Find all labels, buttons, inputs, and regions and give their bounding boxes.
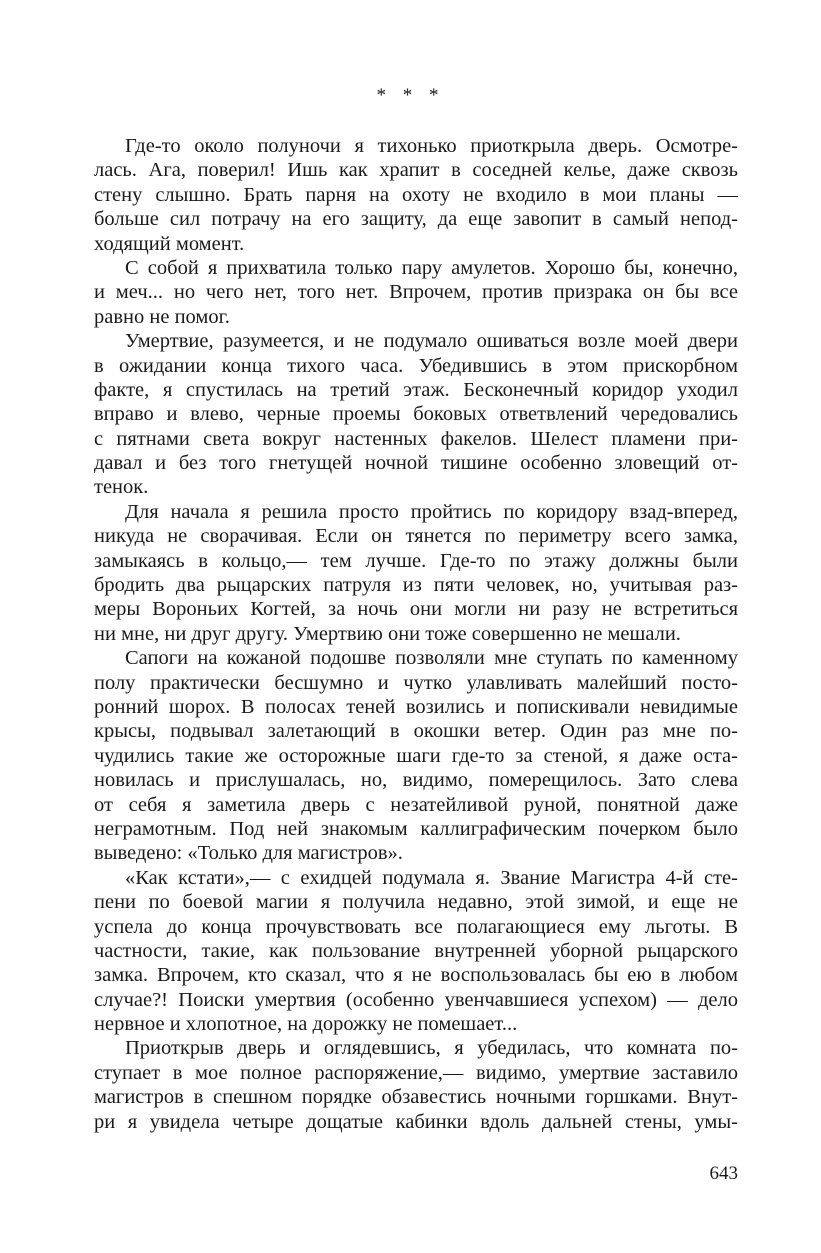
body-text — [94, 134, 738, 1134]
text-line: Приоткрыв дверь и оглядевшись, я убедилась, что комната по- — [125, 1037, 738, 1060]
text-line: Сапоги на кожаной подошве позволяли мне ступать по каменному — [125, 647, 738, 670]
text-line: частности, такие, как пользование внутренней уборной рыцарского — [94, 939, 738, 962]
paragraph — [94, 500, 738, 646]
paragraph — [94, 256, 738, 329]
paragraph — [94, 646, 738, 866]
text-line: с пятнами света вокруг настенных факелов. Шелест пламени при- — [94, 427, 738, 450]
text-line: С собой я прихватила только пару амулетов. Хорошо бы, конечно, — [125, 256, 738, 279]
text-line: стену слышно. Брать парня на охоту не входило в мои планы — — [94, 183, 738, 206]
text-line: чудились такие же осторожные шаги где-то за стеной, я даже оста- — [94, 744, 738, 767]
paragraph — [94, 866, 738, 1037]
text-line: от себя я заметила дверь с незатейливой руной, понятной даже — [94, 793, 738, 816]
text-line: замыкаясь в кольцо,— тем лучше. Где-то по этажу должны были — [94, 549, 738, 572]
text-line: случае?! Поиски умертвия (особенно увенчавшиеся успехом) — дело — [94, 988, 738, 1011]
text-line: Умертвие, разумеется, и не подумало ошиваться возле моей двери — [125, 330, 738, 353]
text-line: ри я увидела четыре дощатые кабинки вдоль дальней стены, умы- — [94, 1110, 738, 1133]
text-line: больше сил потрачу на его защиту, да еще завопит в самый непод- — [94, 208, 738, 231]
text-line: успела до конца прочувствовать все полагающиеся ему льготы. В — [94, 915, 738, 938]
text-line: Для начала я решила просто пройтись по коридору взад-вперед, — [125, 500, 738, 523]
text-line: новилась и прислушалась, но, видимо, померещилось. Зато слева — [94, 769, 738, 792]
text-line: замка. Впрочем, кто сказал, что я не воспользовалась бы ею в любом — [94, 964, 738, 987]
text-line: магистров в спешном порядке обзавестись ночными горшками. Внут- — [94, 1086, 738, 1109]
text-line: ходящий момент. — [94, 232, 245, 255]
text-line: бродить два рыцарских патруля из пяти человек, но, учитывая раз- — [94, 574, 738, 597]
text-line: полу практически бесшумно и чутко улавливать малейший посто- — [94, 671, 738, 694]
text-line: Где-то около полуночи я тихонько приоткрыла дверь. Осмотре- — [125, 135, 738, 157]
text-line: давал и без того гнетущей ночной тишине особенно зловещий от- — [94, 452, 738, 475]
text-line: пени по боевой магии я получила недавно, этой зимой, и еще не — [94, 891, 738, 914]
text-line: крысы, подвывал залетающий в окошки ветер. Один раз мне по- — [94, 720, 738, 743]
paragraph — [94, 1036, 738, 1134]
text-line: выведено: «Только для магистров». — [94, 842, 403, 865]
text-line: неграмотным. Под ней знакомым каллиграфическим почерком было — [94, 817, 738, 840]
text-line: нервное и хлопотное, на дорожку не помешает... — [94, 1013, 518, 1036]
text-line: «Как кстати»,— с ехидцей подумала я. Звание Магистра 4-й сте- — [125, 866, 738, 889]
text-line: ронний шорох. В полосах теней возились и попискивали невидимые — [94, 695, 738, 718]
text-line: лась. Ага, поверил! Ишь как храпит в соседней келье, даже сквозь — [94, 159, 738, 182]
text-line: и меч... но чего нет, того нет. Впрочем, против призрака он бы все — [94, 281, 738, 304]
text-line: ни мне, ни друг другу. Умертвию они тоже совершенно не мешали. — [94, 622, 681, 645]
text-line: равно не помог. — [94, 305, 230, 328]
text-line: никуда не сворачивая. Если он тянется по периметру всего замка, — [94, 525, 738, 548]
text-line: меры Вороньих Когтей, за ночь они могли ни разу не встретиться — [94, 598, 738, 621]
paragraph — [94, 134, 738, 256]
text-line: ступает в мое полное распоряжение,— видимо, умертвие заставило — [94, 1061, 738, 1084]
text-line: в ожидании конца тихого часа. Убедившись в этом прискорбном — [94, 354, 738, 377]
text-line: вправо и влево, черные проемы боковых ответвлений чередовались — [94, 403, 738, 426]
paragraph — [94, 329, 738, 500]
page-number: 643 — [709, 1163, 738, 1184]
text-line: тенок. — [94, 476, 149, 499]
text-line: факте, я спустилась на третий этаж. Бесконечный коридор уходил — [94, 378, 738, 401]
section-separator: * * * — [376, 85, 445, 106]
